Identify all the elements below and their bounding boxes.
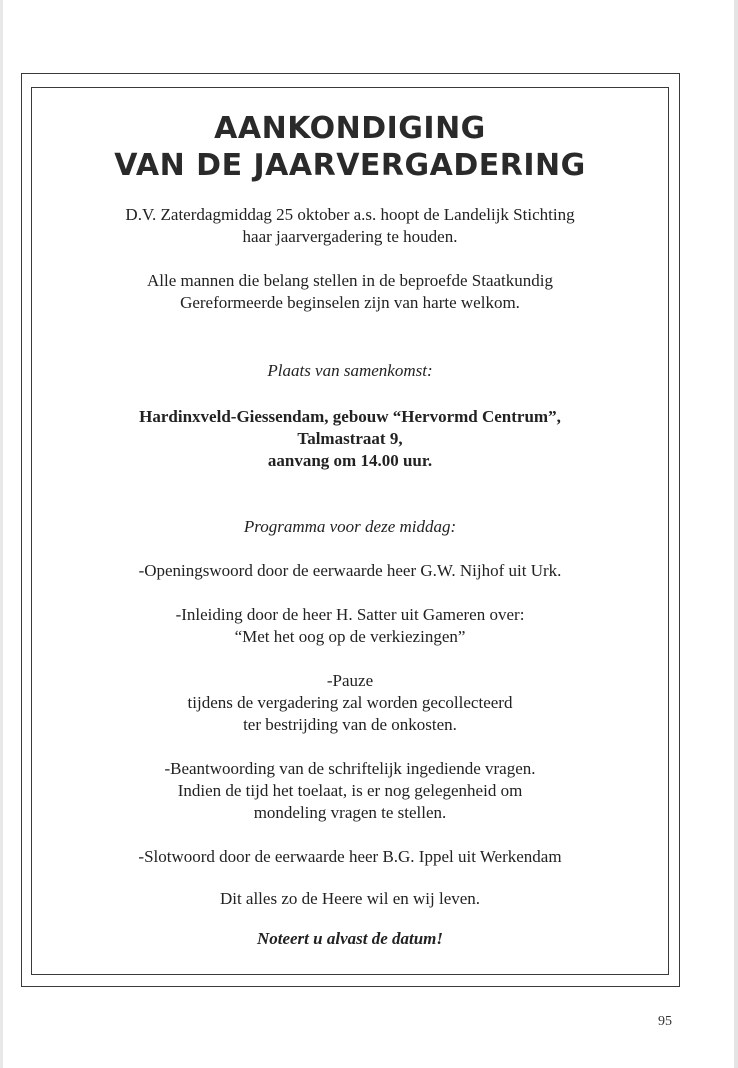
program-item-line: -Inleiding door de heer H. Satter uit Gameren over: xyxy=(175,605,525,624)
welcome-paragraph xyxy=(40,270,660,314)
program-item-line: -Beantwoording van de schriftelijk ingediende vragen. xyxy=(164,759,536,778)
announcement-title xyxy=(40,110,660,184)
page-right-edge xyxy=(734,0,738,1068)
program-item-opening xyxy=(40,560,660,582)
page-number: 95 xyxy=(658,1014,672,1029)
program-item-introduction xyxy=(40,604,660,648)
program-item-break xyxy=(40,670,660,736)
program-item-questions xyxy=(40,758,660,824)
intro-line-1: D.V. Zaterdagmiddag 25 oktober a.s. hoopt de Landelijk Stichting xyxy=(125,205,575,224)
title-line-1: AANKONDIGING xyxy=(214,111,486,146)
program-item-line: -Slotwoord door de eerwaarde heer B.G. Ippel uit Werkendam xyxy=(138,847,562,866)
program-item-line: mondeling vragen te stellen. xyxy=(253,803,447,822)
title-line-2: VAN DE JAARVERGADERING xyxy=(114,148,586,183)
venue-line-3: aanvang om 14.00 uur. xyxy=(267,451,433,470)
welcome-line-2: Gereformeerde beginselen zijn van harte welkom. xyxy=(180,293,520,312)
program-item-closing xyxy=(40,846,660,868)
program-item-line: “Met het oog op de verkiezingen” xyxy=(234,627,466,646)
venue-label: Plaats van samenkomst: xyxy=(267,361,433,380)
program-item-line: -Openingswoord door de eerwaarde heer G.W. Nijhof uit Urk. xyxy=(138,561,562,580)
welcome-line-1: Alle mannen die belang stellen in de beproefde Staatkundig xyxy=(147,271,553,290)
venue-details xyxy=(40,406,660,472)
intro-line-2: haar jaarvergadering te houden. xyxy=(242,227,458,246)
venue-line-1: Hardinxveld-Giessendam, gebouw “Hervormd Centrum”, xyxy=(139,407,561,426)
program-item-line: Indien de tijd het toelaat, is er nog gelegenheid om xyxy=(177,781,523,800)
program-item-line: tijdens de vergadering zal worden gecollecteerd xyxy=(187,693,513,712)
page-left-edge xyxy=(0,0,3,1068)
announcement-content xyxy=(40,110,660,950)
intro-paragraph xyxy=(40,204,660,248)
program-item-line: -Pauze xyxy=(326,671,374,690)
date-note: Noteert u alvast de datum! xyxy=(256,929,444,948)
program-label: Programma voor deze middag: xyxy=(243,517,457,536)
venue-line-2: Talmastraat 9, xyxy=(297,429,403,448)
program-item-line: ter bestrijding van de onkosten. xyxy=(243,715,457,734)
closing-line: Dit alles zo de Heere wil en wij leven. xyxy=(219,889,481,908)
